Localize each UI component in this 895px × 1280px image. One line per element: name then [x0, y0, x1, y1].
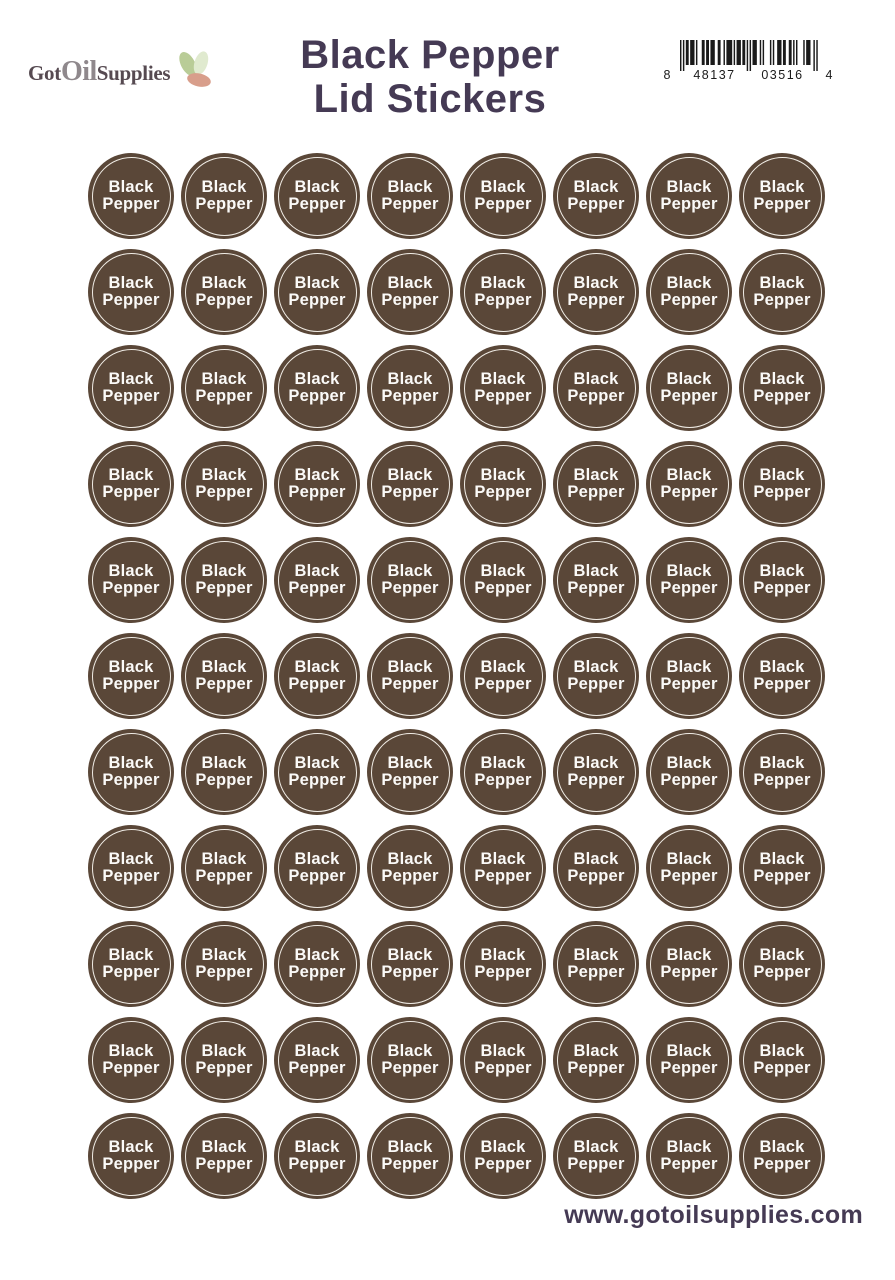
- sticker-label: Black Pepper: [381, 369, 439, 405]
- sticker-label: Black Pepper: [381, 753, 439, 789]
- lid-sticker: [739, 633, 825, 719]
- sticker-label: Black Pepper: [660, 465, 718, 501]
- sticker-label: Black Pepper: [195, 1137, 253, 1173]
- barcode-digit-group2: 03516: [761, 68, 804, 82]
- sticker-label: Black Pepper: [195, 849, 253, 885]
- lid-sticker: [646, 249, 732, 335]
- lid-sticker: [646, 633, 732, 719]
- lid-sticker: [88, 1017, 174, 1103]
- sticker-label: Black Pepper: [195, 177, 253, 213]
- lid-sticker: [367, 537, 453, 623]
- sticker-label: Black Pepper: [660, 945, 718, 981]
- lid-sticker: [739, 537, 825, 623]
- sticker-label: Black Pepper: [288, 945, 346, 981]
- leaf-cluster-icon: [173, 50, 215, 90]
- lid-sticker: [88, 153, 174, 239]
- lid-sticker: [88, 729, 174, 815]
- sticker-label: Black Pepper: [195, 657, 253, 693]
- lid-sticker: [181, 537, 267, 623]
- sticker-label: Black Pepper: [567, 369, 625, 405]
- lid-sticker: [553, 441, 639, 527]
- sticker-label: Black Pepper: [102, 273, 160, 309]
- sticker-label: Black Pepper: [102, 849, 160, 885]
- lid-sticker: [88, 825, 174, 911]
- sticker-label: Black Pepper: [660, 369, 718, 405]
- lid-sticker: [367, 1017, 453, 1103]
- sticker-label: Black Pepper: [660, 753, 718, 789]
- sticker-label: Black Pepper: [753, 177, 811, 213]
- sticker-label: Black Pepper: [102, 465, 160, 501]
- sticker-label: Black Pepper: [660, 1137, 718, 1173]
- sticker-label: Black Pepper: [753, 657, 811, 693]
- lid-sticker: [460, 729, 546, 815]
- lid-sticker: [367, 1113, 453, 1199]
- lid-sticker: [274, 825, 360, 911]
- sticker-label: Black Pepper: [567, 849, 625, 885]
- sticker-label: Black Pepper: [381, 945, 439, 981]
- lid-sticker: [181, 921, 267, 1007]
- sticker-label: Black Pepper: [567, 657, 625, 693]
- title-line1: Black Pepper: [300, 33, 560, 77]
- sticker-label: Black Pepper: [474, 849, 532, 885]
- lid-sticker: [274, 1113, 360, 1199]
- sticker-label: Black Pepper: [753, 849, 811, 885]
- lid-sticker: [460, 441, 546, 527]
- sticker-label: Black Pepper: [567, 1041, 625, 1077]
- barcode-digit-left: 8: [663, 68, 671, 82]
- lid-sticker: [739, 729, 825, 815]
- lid-sticker: [646, 921, 732, 1007]
- lid-sticker: [553, 1017, 639, 1103]
- lid-sticker: [553, 825, 639, 911]
- sticker-label: Black Pepper: [567, 465, 625, 501]
- sticker-label: Black Pepper: [288, 849, 346, 885]
- lid-sticker: [646, 825, 732, 911]
- sticker-label: Black Pepper: [660, 273, 718, 309]
- title-line2: Lid Stickers: [313, 77, 547, 121]
- lid-sticker: [88, 633, 174, 719]
- sticker-label: Black Pepper: [195, 1041, 253, 1077]
- logo-text-supplies: Supplies: [96, 61, 171, 85]
- lid-sticker: [88, 249, 174, 335]
- lid-sticker: [646, 729, 732, 815]
- lid-sticker: [274, 249, 360, 335]
- sticker-label: Black Pepper: [753, 753, 811, 789]
- sticker-label: Black Pepper: [381, 849, 439, 885]
- lid-sticker: [739, 345, 825, 431]
- lid-sticker: [181, 345, 267, 431]
- sticker-label: Black Pepper: [102, 945, 160, 981]
- sticker-label: Black Pepper: [474, 561, 532, 597]
- sticker-label: Black Pepper: [102, 1041, 160, 1077]
- lid-sticker: [460, 1113, 546, 1199]
- sticker-label: Black Pepper: [567, 273, 625, 309]
- lid-sticker: [553, 633, 639, 719]
- sticker-label: Black Pepper: [567, 561, 625, 597]
- sticker-label: Black Pepper: [195, 273, 253, 309]
- barcode-digit-group1: 48137: [693, 68, 736, 82]
- sticker-label: Black Pepper: [753, 369, 811, 405]
- lid-sticker: [460, 633, 546, 719]
- sticker-label: Black Pepper: [381, 561, 439, 597]
- lid-sticker: [367, 249, 453, 335]
- lid-sticker: [274, 345, 360, 431]
- sticker-label: Black Pepper: [102, 1137, 160, 1173]
- lid-sticker: [181, 825, 267, 911]
- sticker-label: Black Pepper: [660, 177, 718, 213]
- lid-sticker: [367, 345, 453, 431]
- sticker-label: Black Pepper: [195, 465, 253, 501]
- lid-sticker: [739, 153, 825, 239]
- lid-sticker: [181, 729, 267, 815]
- sticker-label: Black Pepper: [567, 753, 625, 789]
- lid-sticker: [739, 921, 825, 1007]
- sticker-label: Black Pepper: [102, 561, 160, 597]
- lid-sticker: [367, 633, 453, 719]
- lid-sticker: [739, 1017, 825, 1103]
- website-url: www.gotoilsupplies.com: [564, 1201, 863, 1229]
- lid-sticker: [739, 249, 825, 335]
- sticker-label: Black Pepper: [753, 945, 811, 981]
- sticker-label: Black Pepper: [474, 465, 532, 501]
- lid-sticker: [88, 441, 174, 527]
- sticker-label: Black Pepper: [567, 1137, 625, 1173]
- page-title: [225, 33, 635, 121]
- lid-sticker: [274, 441, 360, 527]
- sticker-label: Black Pepper: [381, 657, 439, 693]
- lid-sticker: [553, 537, 639, 623]
- sticker-label: Black Pepper: [381, 177, 439, 213]
- lid-sticker: [739, 441, 825, 527]
- sticker-label: Black Pepper: [381, 1041, 439, 1077]
- sticker-label: Black Pepper: [753, 273, 811, 309]
- sticker-label: Black Pepper: [381, 465, 439, 501]
- lid-sticker: [553, 153, 639, 239]
- sticker-label: Black Pepper: [288, 657, 346, 693]
- sticker-label: Black Pepper: [288, 1041, 346, 1077]
- lid-sticker: [646, 153, 732, 239]
- lid-sticker: [460, 537, 546, 623]
- sticker-label: Black Pepper: [474, 945, 532, 981]
- sticker-label: Black Pepper: [660, 849, 718, 885]
- sticker-label: Black Pepper: [474, 1137, 532, 1173]
- upc-barcode: [659, 40, 839, 84]
- lid-sticker: [553, 249, 639, 335]
- lid-sticker: [181, 249, 267, 335]
- sticker-label: Black Pepper: [474, 369, 532, 405]
- lid-sticker: [274, 537, 360, 623]
- sticker-label: Black Pepper: [753, 465, 811, 501]
- lid-sticker: [460, 249, 546, 335]
- lid-sticker: [274, 153, 360, 239]
- lid-sticker: [646, 1017, 732, 1103]
- lid-sticker: [274, 921, 360, 1007]
- lid-sticker: [88, 921, 174, 1007]
- lid-sticker: [367, 153, 453, 239]
- lid-sticker: [553, 345, 639, 431]
- lid-sticker: [646, 1113, 732, 1199]
- logo-text-oil: Oil: [60, 56, 97, 87]
- sticker-label: Black Pepper: [753, 561, 811, 597]
- lid-sticker: [460, 345, 546, 431]
- lid-sticker: [181, 1113, 267, 1199]
- lid-sticker: [274, 633, 360, 719]
- lid-sticker: [274, 729, 360, 815]
- lid-sticker: [367, 441, 453, 527]
- sticker-label: Black Pepper: [288, 273, 346, 309]
- barcode-digit-right: 4: [825, 68, 833, 82]
- sticker-label: Black Pepper: [660, 561, 718, 597]
- sticker-label: Black Pepper: [288, 1137, 346, 1173]
- lid-sticker: [460, 921, 546, 1007]
- sticker-label: Black Pepper: [102, 369, 160, 405]
- sticker-label: Black Pepper: [474, 177, 532, 213]
- sticker-label: Black Pepper: [288, 369, 346, 405]
- lid-sticker: [274, 1017, 360, 1103]
- lid-sticker: [553, 921, 639, 1007]
- sticker-label: Black Pepper: [288, 561, 346, 597]
- sticker-label: Black Pepper: [195, 945, 253, 981]
- sticker-label: Black Pepper: [195, 753, 253, 789]
- logo-text-got: Got: [28, 61, 61, 85]
- sticker-label: Black Pepper: [567, 177, 625, 213]
- lid-sticker: [646, 441, 732, 527]
- sticker-label: Black Pepper: [474, 273, 532, 309]
- lid-sticker: [460, 153, 546, 239]
- lid-sticker: [88, 345, 174, 431]
- sticker-label: Black Pepper: [474, 1041, 532, 1077]
- lid-sticker: [181, 633, 267, 719]
- lid-sticker: [646, 345, 732, 431]
- lid-sticker: [181, 1017, 267, 1103]
- sticker-label: Black Pepper: [753, 1041, 811, 1077]
- sticker-label: Black Pepper: [102, 753, 160, 789]
- sticker-label: Black Pepper: [660, 1041, 718, 1077]
- lid-sticker: [367, 921, 453, 1007]
- sticker-grid: [88, 153, 825, 1199]
- lid-sticker: [553, 1113, 639, 1199]
- sticker-label: Black Pepper: [102, 177, 160, 213]
- sticker-label: Black Pepper: [753, 1137, 811, 1173]
- lid-sticker: [181, 153, 267, 239]
- lid-sticker: [739, 825, 825, 911]
- lid-sticker: [181, 441, 267, 527]
- lid-sticker: [88, 1113, 174, 1199]
- sticker-label: Black Pepper: [567, 945, 625, 981]
- sticker-label: Black Pepper: [474, 753, 532, 789]
- lid-sticker: [739, 1113, 825, 1199]
- sticker-label: Black Pepper: [195, 369, 253, 405]
- sticker-label: Black Pepper: [102, 657, 160, 693]
- sticker-label: Black Pepper: [474, 657, 532, 693]
- lid-sticker: [646, 537, 732, 623]
- lid-sticker: [460, 1017, 546, 1103]
- gotoilsupplies-logo: [28, 40, 215, 87]
- lid-sticker: [367, 729, 453, 815]
- lid-sticker: [460, 825, 546, 911]
- sticker-label: Black Pepper: [381, 273, 439, 309]
- sticker-label: Black Pepper: [288, 177, 346, 213]
- sticker-label: Black Pepper: [288, 753, 346, 789]
- sticker-label: Black Pepper: [381, 1137, 439, 1173]
- lid-sticker: [88, 537, 174, 623]
- sticker-label: Black Pepper: [288, 465, 346, 501]
- sticker-label: Black Pepper: [660, 657, 718, 693]
- sticker-label: Black Pepper: [195, 561, 253, 597]
- lid-sticker: [553, 729, 639, 815]
- lid-sticker: [367, 825, 453, 911]
